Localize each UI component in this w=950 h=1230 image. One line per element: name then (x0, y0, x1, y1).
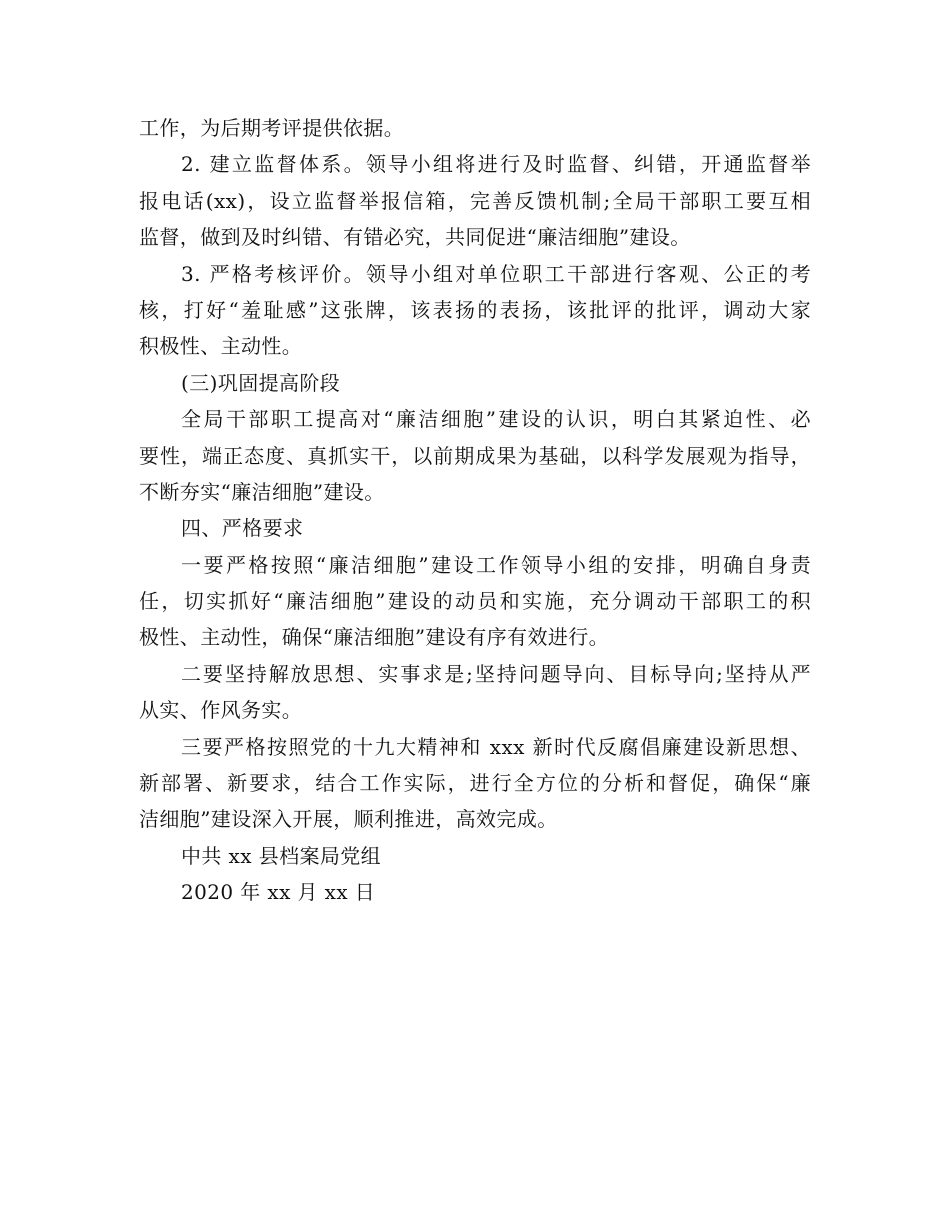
paragraph-line: 2. 建立监督体系。领导小组将进行及时监督、纠错，开通监督举 (181, 152, 811, 177)
text-line: 洁细胞”建设深入开展，顺利推进，高效完成。 (139, 807, 558, 832)
section-heading: (三)巩固提高阶段 (181, 370, 341, 395)
signature-organization: 中共 xx 县档案局党组 (181, 843, 382, 868)
paragraph-line: 三要严格按照党的十九大精神和 xxx 新时代反腐倡廉建设新思想、 (181, 734, 811, 759)
text-line: 积极性、主动性。 (139, 334, 303, 359)
text-line: 监督，做到及时纠错、有错必究，共同促进“廉洁细胞”建设。 (139, 225, 691, 250)
text-line: 极性、主动性，确保“廉洁细胞”建设有序有效进行。 (139, 625, 610, 650)
paragraph-line: 3. 严格考核评价。领导小组对单位职工干部进行客观、公正的考 (181, 261, 811, 286)
text-line: 不断夯实“廉洁细胞”建设。 (139, 479, 385, 504)
text-line: 核，打好“羞耻感”这张牌，该表扬的表扬，该批评的批评，调动大家 (139, 297, 811, 322)
text-line: 从实、作风务实。 (139, 698, 303, 723)
paragraph-line: 全局干部职工提高对“廉洁细胞”建设的认识，明白其紧迫性、必 (181, 407, 811, 432)
document-body (139, 110, 811, 911)
text-line: 要性，端正态度、真抓实干，以前期成果为基础，以科学发展观为指导， (139, 443, 811, 468)
text-line: 任，切实抓好“廉洁细胞”建设的动员和实施，充分调动干部职工的积 (139, 589, 811, 614)
paragraph-line: 一要严格按照“廉洁细胞”建设工作领导小组的安排，明确自身责 (181, 552, 811, 577)
text-line: 工作，为后期考评提供依据。 (139, 116, 405, 140)
section-heading: 四、严格要求 (181, 516, 304, 541)
signature-date: 2020 年 xx 月 xx 日 (181, 880, 376, 905)
text-line: 新部署、新要求，结合工作实际，进行全方位的分析和督促，确保“廉 (139, 771, 811, 796)
paragraph-line: 二要坚持解放思想、实事求是;坚持问题导向、目标导向;坚持从严 (181, 661, 811, 686)
text-line: 报电话(xx)，设立监督举报信箱，完善反馈机制;全局干部职工要互相 (139, 188, 811, 213)
